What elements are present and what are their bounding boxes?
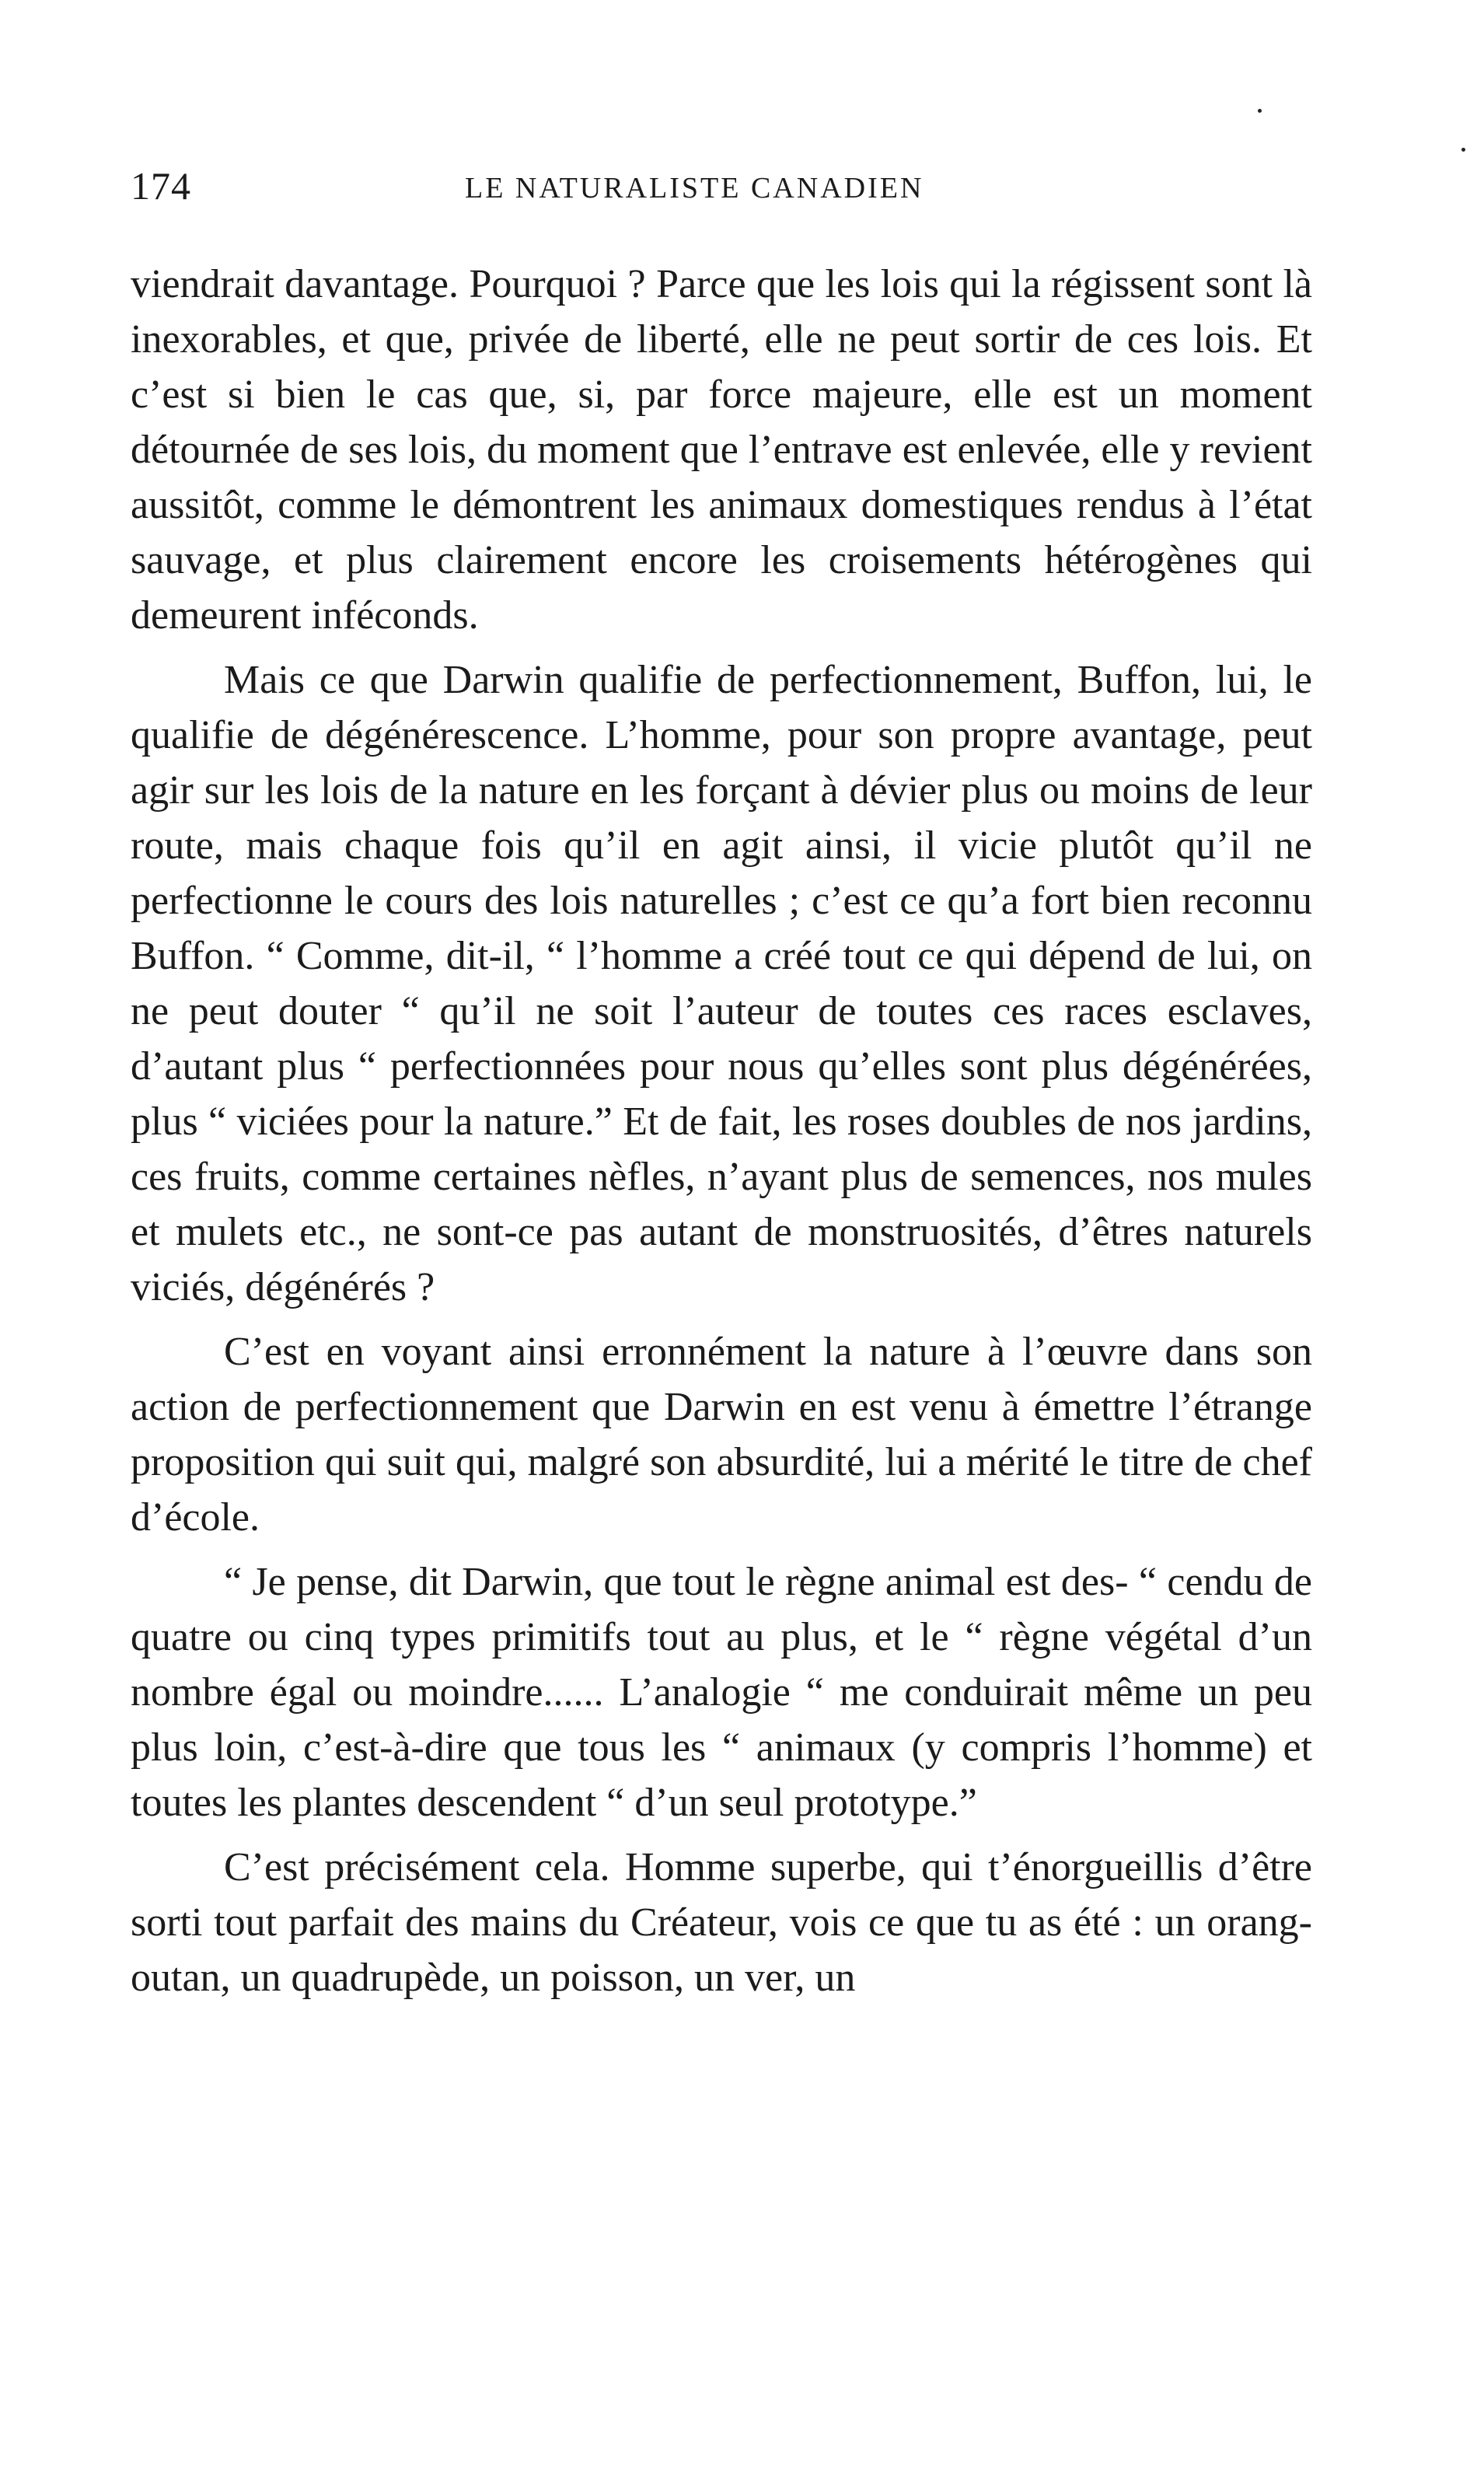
- quotation-paragraph: “ Je pense, dit Darwin, que tout le règne animal est des- “ cendu de quatre ou cinq types primitifs tout au plus, et le “ règne végétal d’un nombre égal ou moindre...... L’analogie “ me conduirait même un peu plus loin, c’est-à-dire que tous les “ animaux (y compris l’homme) et toutes les plantes descendent “ d’un seul prototype.”: [131, 1560, 1312, 1825]
- paragraph: viendrait davantage. Pourquoi ? Parce que les lois qui la régissent sont là inexorables, et que, privée de liberté, elle ne peut sortir de ces lois. Et c’est si bien le cas que, si, par force majeure, elle est un moment détournée de ses lois, du moment que l’entrave est enlevée, elle y revient aussitôt, comme le démontrent les animaux domestiques rendus à l’état sauvage, et plus clairement encore les croisements hétérogènes qui demeurent inféconds.: [131, 262, 1312, 638]
- ink-speck: [1461, 148, 1465, 152]
- page-number: 174: [131, 164, 191, 208]
- ink-speck: [1258, 109, 1262, 113]
- paragraph: C’est précisément cela. Homme superbe, qui t’énorgueillis d’être sorti tout parfait des mains du Créateur, vois ce que tu as été : un orang-outan, un quadrupède, un poisson, un ver, un: [131, 1845, 1312, 2000]
- journal-title: LE NATURALISTE CANADIEN: [465, 172, 924, 205]
- paragraph: C’est en voyant ainsi erronnément la nature à l’œuvre dans son action de perfectionnement que Darwin en est venu à émettre l’étrange proposition qui suit qui, malgré son absurdité, lui a mérité le titre de chef d’école.: [131, 1330, 1312, 1540]
- body-text: [131, 257, 1312, 2015]
- paragraph: Mais ce que Darwin qualifie de perfectionnement, Buffon, lui, le qualifie de dégénérescence. L’homme, pour son propre avantage, peut agir sur les lois de la nature en les forçant à dévier plus ou moins de leur route, mais chaque fois qu’il en agit ainsi, il vicie plutôt qu’il ne perfectionne le cours des lois naturelles ; c’est ce qu’a fort bien reconnu Buffon. “ Comme, dit-il, “ l’homme a créé tout ce qui dépend de lui, on ne peut douter “ qu’il ne soit l’auteur de toutes ces races esclaves, d’autant plus “ perfectionnées pour nous qu’elles sont plus dégénérées, plus “ viciées pour la nature.” Et de fait, les roses doubles de nos jardins, ces fruits, comme certaines nèfles, n’ayant plus de semences, nos mules et mulets etc., ne sont-ce pas autant de monstruosités, d’êtres naturels viciés, dégénérés ?: [131, 658, 1312, 1309]
- running-head: [131, 163, 1312, 210]
